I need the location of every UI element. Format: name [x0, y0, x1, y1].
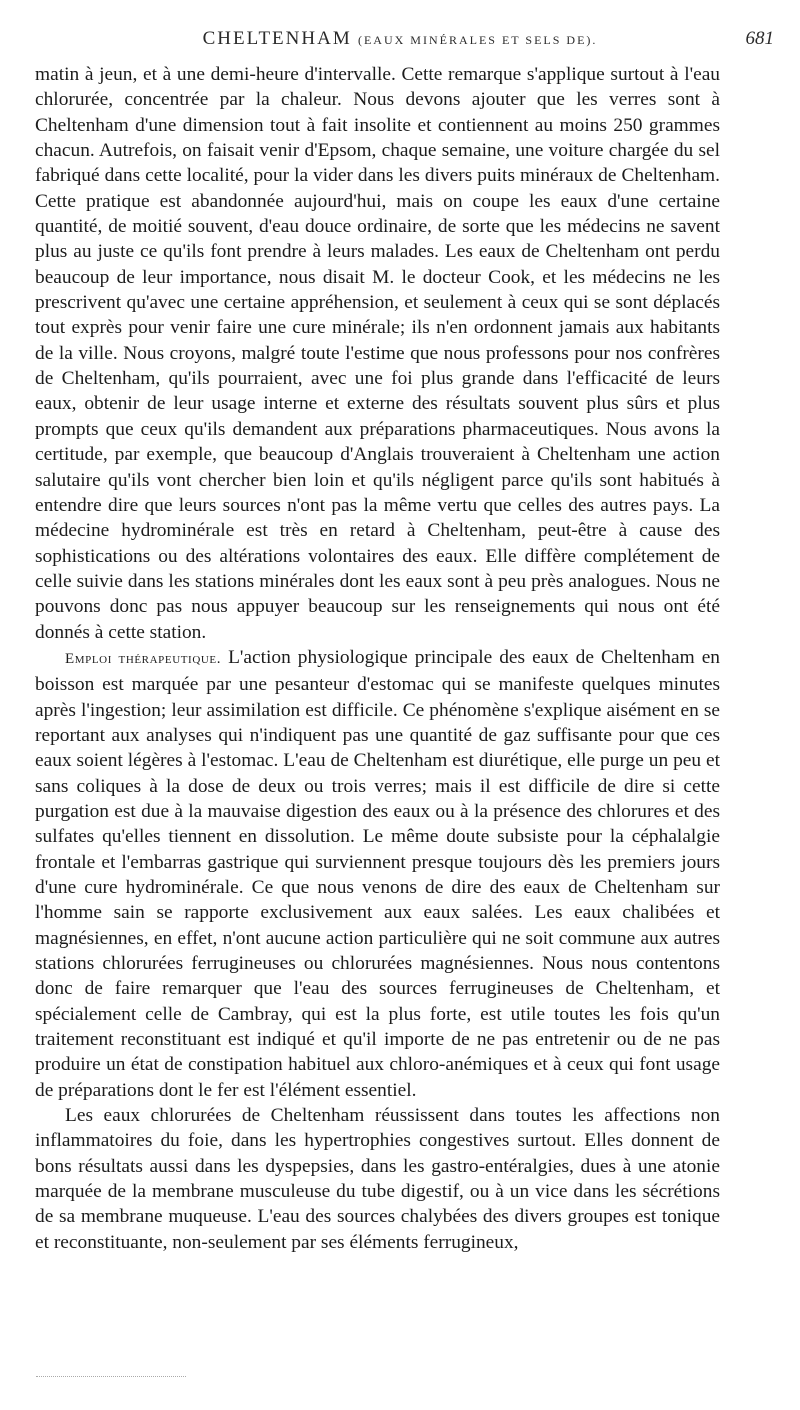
- paragraph-1: matin à jeun, et à une demi-heure d'intervalle. Cette remarque s'applique surtout à l'eau chlorurée, concentrée par la chaleur. Nous devons ajouter que les verres sont à Cheltenham d'une dimension tout à fait insolite et contiennent au moins 250 grammes chacun. Autrefois, on faisait venir d'Epsom, chaque semaine, une voiture chargée du sel fabriqué dans cette localité, pour la vider dans les divers puits minéraux de Cheltenham. Cette pratique est abandonnée aujourd'hui, mais on coupe les eaux d'une certaine quantité, de moitié souvent, d'eau douce ordinaire, de sorte que les médecins ne savent plus au juste ce qu'ils font prendre à leurs malades. Les eaux de Cheltenham ont perdu beaucoup de leur importance, nous disait M. le docteur Cook, et les médecins ne les prescrivent qu'avec une certaine appréhension, et seulement à ceux qui se sont déplacés tout exprès pour venir faire une cure minérale; ils n'en ordonnent jamais aux habitants de la ville. Nous croyons, malgré toute l'estime que nous professons pour nos confrères de Cheltenham, qu'ils pourraient, avec une foi plus grande dans l'efficacité de leurs eaux, obtenir de leur usage interne et externe des résultats souvent plus sûrs et plus prompts que ceux qu'ils demandent aux préparations pharmaceutiques. Nous avons la certitude, par exemple, que beaucoup d'Anglais trouveraient à Cheltenham une action salutaire qu'ils vont chercher bien loin et qu'ils négligent parce qu'ils sont habitués à entendre dire que leurs sources n'ont pas la même vertu que celles des autres pays. La médecine hydrominérale est très en retard à Cheltenham, peut-être à cause des sophistications ou des altérations volontaires des eaux. Elle diffère complétement de celle suivie dans les stations minérales dont les eaux sont à peu près analogues. Nous ne pouvons donc pas nous appuyer beaucoup sur les renseignements qui nous ont été donnés à cette station.: [35, 64, 720, 643]
- paragraph-2-text: L'action physiologique principale des eaux de Cheltenham en boisson est marquée par une pesanteur d'estomac qui se manifeste quelques minutes après l'ingestion; leur assimilation est difficile. Ce phénomène s'explique aisément en se reportant aux analyses qui n'indiquent pas une quantité de gaz suffisante pour que ces eaux soient légères à l'estomac. L'eau de Cheltenham est diurétique, elle purge un peu et sans coliques à la dose de deux ou trois verres; mais il est difficile de dire si cette purgation est due à la mauvaise digestion des eaux ou à la présence des chlorures et des sulfates qu'elles tiennent en dissolution. Le même doute subsiste pour la céphalalgie frontale et l'embarras gastrique qui surviennent presque toujours dès les premiers jours d'une cure hydrominérale. Ce que nous venons de dire des eaux de Cheltenham sur l'homme sain se rapporte exclusivement aux eaux salées. Les eaux chalibées et magnésiennes, en effet, n'ont aucune action particulière qui ne soit commune aux autres stations chlorurées ferrugineuses ou chlorurées magnésiennes. Nous nous contentons donc de faire remarquer que l'eau des sources ferrugineuses de Cheltenham, et spécialement celle de Cambray, qui est la plus forte, est utile toutes les fois qu'un traitement reconstituant est indiqué et qu'il importe de ne pas entretenir ou de ne pas produire un état de constipation habituel aux chloro-anémiques et à ceux qui font usage de préparations dont le fer est l'élément essentiel.: [35, 646, 720, 1101]
- running-title-sub: (EAUX MINÉRALES ET SELS DE).: [357, 33, 598, 47]
- running-head: [0, 28, 800, 58]
- footer-rule: [36, 1376, 186, 1377]
- running-title: [0, 28, 800, 50]
- section-heading-emploi-therapeutique: Emploi thérapeutique.: [65, 650, 222, 667]
- page-number: 681: [745, 28, 774, 49]
- paragraph-2: [35, 645, 720, 1103]
- running-title-main: CHELTENHAM: [202, 28, 352, 49]
- body-text: [35, 62, 720, 1255]
- paragraph-3: Les eaux chlorurées de Cheltenham réussissent dans toutes les affections non inflammatoires du foie, dans les hypertrophies congestives surtout. Elles donnent de bons résultats aussi dans les dyspepsies, dans les gastro-entéralgies, dues à une atonie marquée de la membrane musculeuse du tube digestif, ou à un vice dans les sécrétions de sa membrane muqueuse. L'eau des sources chalybées des divers groupes est tonique et reconstituante, non-seulement par ses éléments ferrugineux,: [35, 1105, 720, 1253]
